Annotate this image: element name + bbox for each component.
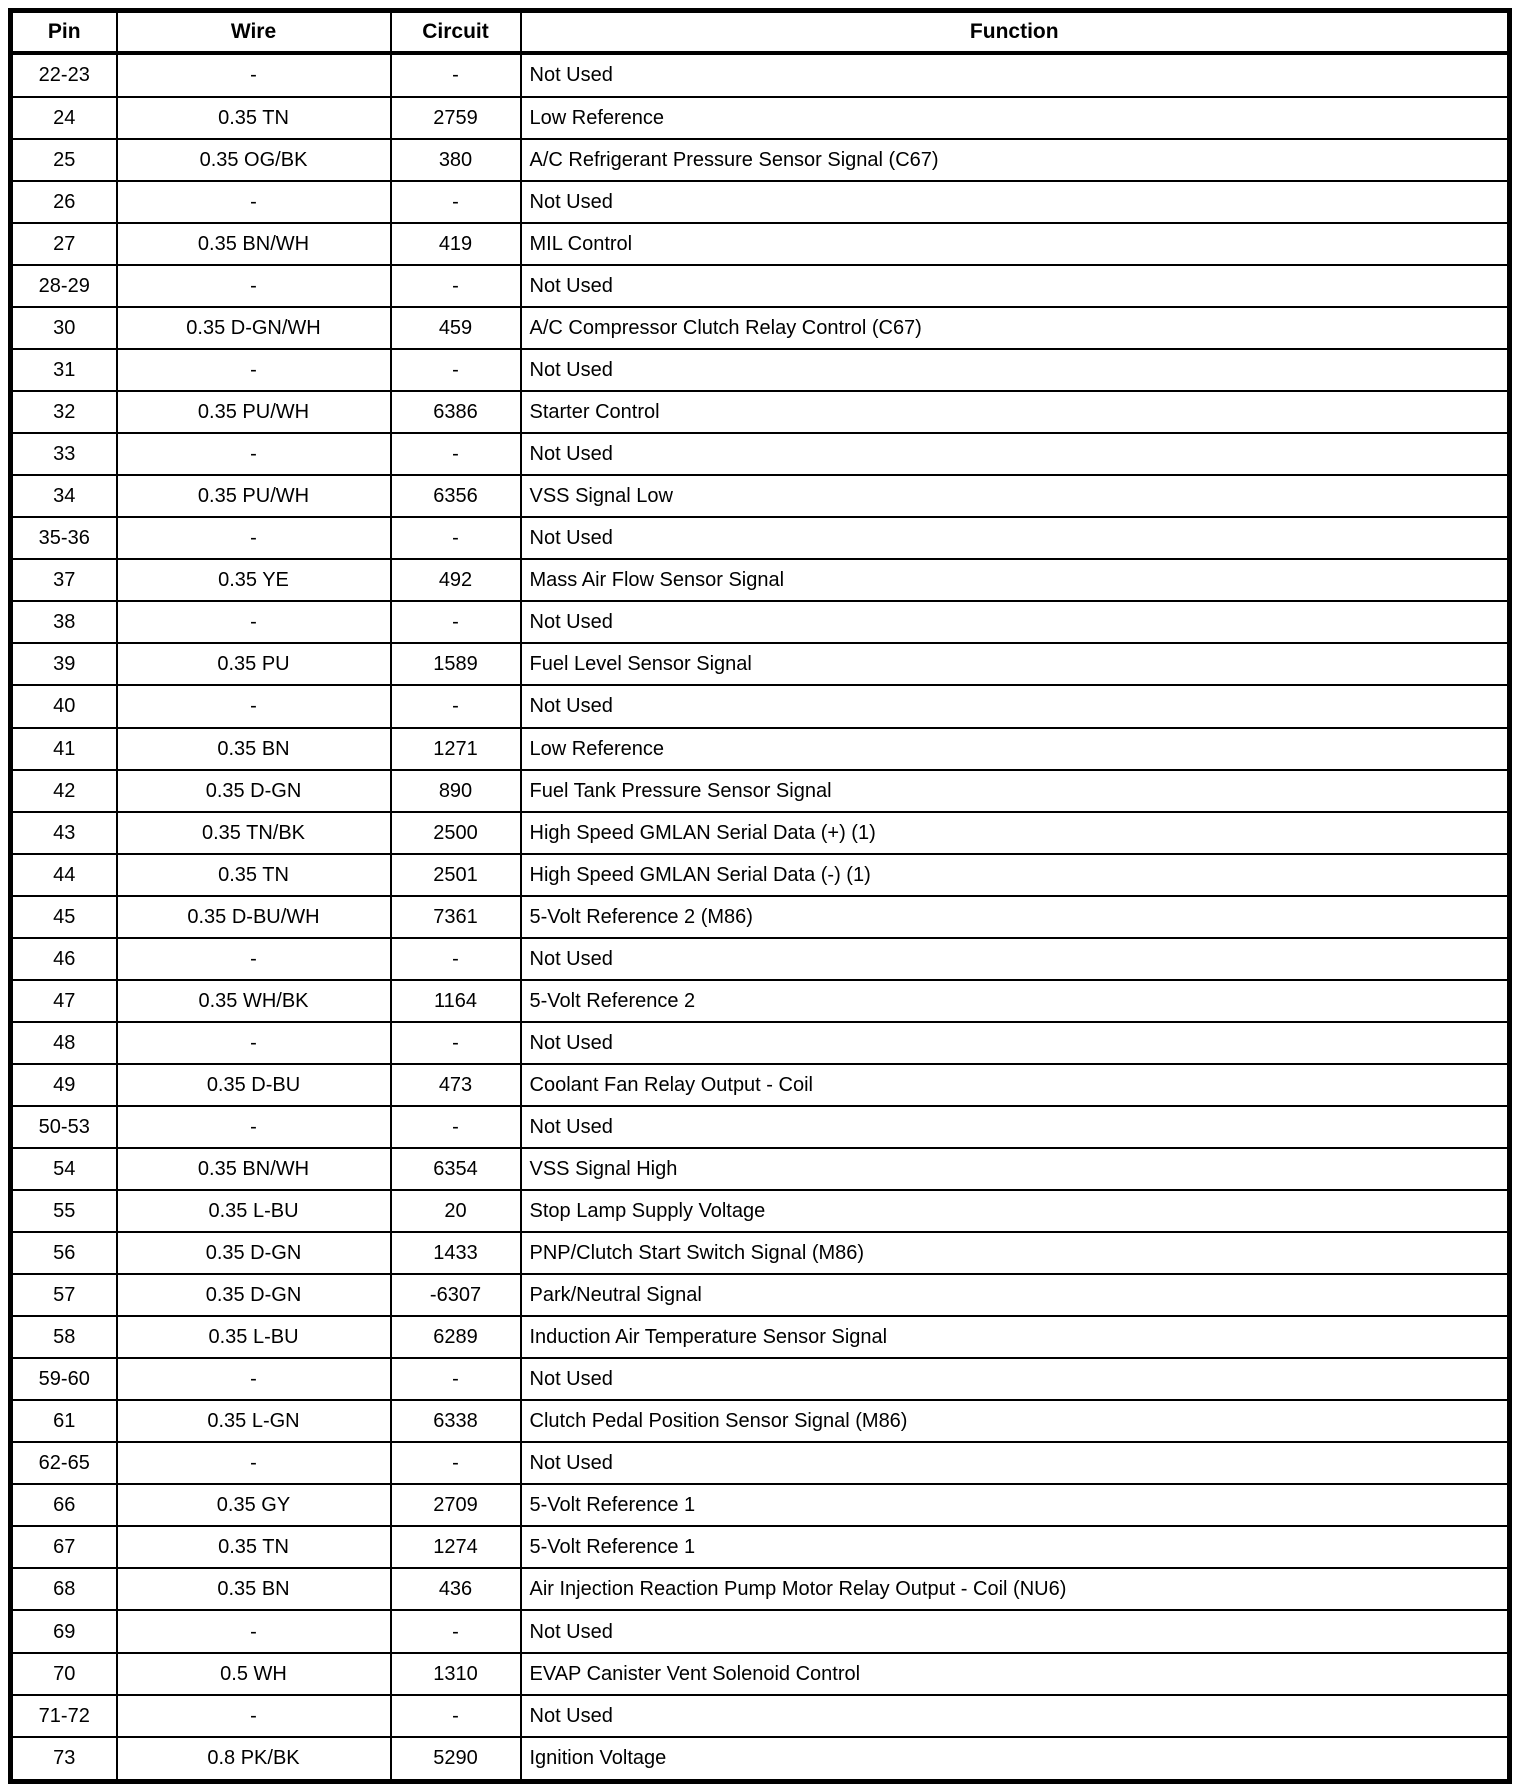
table-row	[11, 181, 1510, 223]
wire-cell: 0.35 PU/WH	[117, 391, 391, 433]
wire-cell: 0.35 L-BU	[117, 1190, 391, 1232]
column-header-circuit: Circuit	[391, 11, 521, 54]
function-cell: Ignition Voltage	[521, 1737, 1510, 1782]
pin-cell: 31	[11, 349, 117, 391]
wire-cell: 0.35 WH/BK	[117, 980, 391, 1022]
pin-cell: 25	[11, 139, 117, 181]
wire-cell: 0.35 D-GN	[117, 770, 391, 812]
wire-cell: -	[117, 265, 391, 307]
table-row	[11, 1442, 1510, 1484]
circuit-cell: -	[391, 1610, 521, 1652]
wire-cell: -	[117, 1610, 391, 1652]
table-row	[11, 812, 1510, 854]
function-cell: EVAP Canister Vent Solenoid Control	[521, 1653, 1510, 1695]
table-row	[11, 1737, 1510, 1782]
circuit-cell: -	[391, 601, 521, 643]
pin-cell: 62-65	[11, 1442, 117, 1484]
circuit-cell: 890	[391, 770, 521, 812]
pin-cell: 37	[11, 559, 117, 601]
function-cell: Not Used	[521, 265, 1510, 307]
circuit-cell: -	[391, 1022, 521, 1064]
function-cell: Not Used	[521, 685, 1510, 727]
function-cell: VSS Signal Low	[521, 475, 1510, 517]
pin-cell: 57	[11, 1274, 117, 1316]
circuit-cell: -	[391, 433, 521, 475]
wire-cell: 0.35 D-GN	[117, 1274, 391, 1316]
function-cell: Fuel Tank Pressure Sensor Signal	[521, 770, 1510, 812]
pin-cell: 27	[11, 223, 117, 265]
function-cell: Starter Control	[521, 391, 1510, 433]
wire-cell: 0.35 TN	[117, 1526, 391, 1568]
function-cell: Not Used	[521, 938, 1510, 980]
table-row	[11, 1695, 1510, 1737]
pin-cell: 66	[11, 1484, 117, 1526]
circuit-cell: 2500	[391, 812, 521, 854]
table-row	[11, 391, 1510, 433]
wire-cell: -	[117, 181, 391, 223]
pin-cell: 70	[11, 1653, 117, 1695]
function-cell: Air Injection Reaction Pump Motor Relay Output - Coil (NU6)	[521, 1568, 1510, 1610]
table-row	[11, 1568, 1510, 1610]
wire-cell: 0.35 PU	[117, 643, 391, 685]
circuit-cell: 2501	[391, 854, 521, 896]
function-cell: 5-Volt Reference 1	[521, 1484, 1510, 1526]
circuit-cell: 436	[391, 1568, 521, 1610]
wire-cell: -	[117, 1022, 391, 1064]
pin-cell: 46	[11, 938, 117, 980]
circuit-cell: -	[391, 1695, 521, 1737]
circuit-cell: -	[391, 938, 521, 980]
function-cell: Not Used	[521, 1106, 1510, 1148]
wire-cell: -	[117, 938, 391, 980]
function-cell: Not Used	[521, 601, 1510, 643]
circuit-cell: 459	[391, 307, 521, 349]
function-cell: Induction Air Temperature Sensor Signal	[521, 1316, 1510, 1358]
pin-cell: 33	[11, 433, 117, 475]
table-row	[11, 559, 1510, 601]
wire-cell: -	[117, 349, 391, 391]
circuit-cell: 1271	[391, 728, 521, 770]
table-row	[11, 1274, 1510, 1316]
wire-cell: 0.35 TN/BK	[117, 812, 391, 854]
circuit-cell: 6356	[391, 475, 521, 517]
circuit-cell: 1164	[391, 980, 521, 1022]
table-row	[11, 1064, 1510, 1106]
function-cell: 5-Volt Reference 2	[521, 980, 1510, 1022]
circuit-cell: 6386	[391, 391, 521, 433]
pin-cell: 40	[11, 685, 117, 727]
function-cell: Not Used	[521, 181, 1510, 223]
pin-cell: 54	[11, 1148, 117, 1190]
function-cell: Not Used	[521, 517, 1510, 559]
pin-cell: 61	[11, 1400, 117, 1442]
table-row	[11, 896, 1510, 938]
wire-cell: 0.35 BN	[117, 728, 391, 770]
table-row	[11, 53, 1510, 97]
pinout-table	[8, 8, 1512, 1784]
circuit-cell: 5290	[391, 1737, 521, 1782]
circuit-cell: -	[391, 1106, 521, 1148]
circuit-cell: 1274	[391, 1526, 521, 1568]
circuit-cell: 473	[391, 1064, 521, 1106]
function-cell: Mass Air Flow Sensor Signal	[521, 559, 1510, 601]
table-row	[11, 1358, 1510, 1400]
wire-cell: 0.8 PK/BK	[117, 1737, 391, 1782]
pin-cell: 41	[11, 728, 117, 770]
pin-cell: 69	[11, 1610, 117, 1652]
wire-cell: 0.35 D-BU	[117, 1064, 391, 1106]
function-cell: Low Reference	[521, 728, 1510, 770]
function-cell: Not Used	[521, 349, 1510, 391]
table-row	[11, 728, 1510, 770]
function-cell: Not Used	[521, 1610, 1510, 1652]
pin-cell: 44	[11, 854, 117, 896]
table-row	[11, 517, 1510, 559]
wire-cell: -	[117, 1442, 391, 1484]
table-row	[11, 601, 1510, 643]
wire-cell: 0.35 OG/BK	[117, 139, 391, 181]
wire-cell: 0.35 TN	[117, 854, 391, 896]
pin-cell: 32	[11, 391, 117, 433]
circuit-cell: 380	[391, 139, 521, 181]
circuit-cell: 6354	[391, 1148, 521, 1190]
table-header	[11, 11, 1510, 54]
wire-cell: -	[117, 517, 391, 559]
table-row	[11, 97, 1510, 139]
wire-cell: -	[117, 685, 391, 727]
table-row	[11, 1316, 1510, 1358]
pin-cell: 42	[11, 770, 117, 812]
circuit-cell: 1433	[391, 1232, 521, 1274]
circuit-cell: -	[391, 265, 521, 307]
table-row	[11, 139, 1510, 181]
pin-cell: 45	[11, 896, 117, 938]
wire-cell: 0.35 GY	[117, 1484, 391, 1526]
function-cell: Not Used	[521, 1022, 1510, 1064]
pin-cell: 22-23	[11, 53, 117, 97]
function-cell: Not Used	[521, 1442, 1510, 1484]
function-cell: A/C Compressor Clutch Relay Control (C67)	[521, 307, 1510, 349]
circuit-cell: 492	[391, 559, 521, 601]
function-cell: Not Used	[521, 53, 1510, 97]
pin-cell: 28-29	[11, 265, 117, 307]
wire-cell: -	[117, 53, 391, 97]
function-cell: 5-Volt Reference 1	[521, 1526, 1510, 1568]
table-row	[11, 475, 1510, 517]
header-row	[11, 11, 1510, 54]
circuit-cell: 2759	[391, 97, 521, 139]
wire-cell: 0.35 D-BU/WH	[117, 896, 391, 938]
pin-cell: 26	[11, 181, 117, 223]
circuit-cell: 6289	[391, 1316, 521, 1358]
table-row	[11, 1022, 1510, 1064]
pin-cell: 71-72	[11, 1695, 117, 1737]
wire-cell: 0.35 BN/WH	[117, 1148, 391, 1190]
circuit-cell: -	[391, 517, 521, 559]
wire-cell: 0.35 PU/WH	[117, 475, 391, 517]
function-cell: Not Used	[521, 1695, 1510, 1737]
table-row	[11, 1148, 1510, 1190]
pin-cell: 58	[11, 1316, 117, 1358]
pin-cell: 24	[11, 97, 117, 139]
pin-cell: 30	[11, 307, 117, 349]
wire-cell: 0.35 L-GN	[117, 1400, 391, 1442]
circuit-cell: 6338	[391, 1400, 521, 1442]
function-cell: A/C Refrigerant Pressure Sensor Signal (C67)	[521, 139, 1510, 181]
function-cell: 5-Volt Reference 2 (M86)	[521, 896, 1510, 938]
circuit-cell: -	[391, 53, 521, 97]
function-cell: High Speed GMLAN Serial Data (+) (1)	[521, 812, 1510, 854]
wire-cell: -	[117, 601, 391, 643]
function-cell: Clutch Pedal Position Sensor Signal (M86)	[521, 1400, 1510, 1442]
circuit-cell: -	[391, 685, 521, 727]
table-row	[11, 223, 1510, 265]
function-cell: MIL Control	[521, 223, 1510, 265]
function-cell: Not Used	[521, 433, 1510, 475]
pin-cell: 47	[11, 980, 117, 1022]
function-cell: Not Used	[521, 1358, 1510, 1400]
function-cell: Coolant Fan Relay Output - Coil	[521, 1064, 1510, 1106]
wire-cell: 0.35 D-GN	[117, 1232, 391, 1274]
pin-cell: 34	[11, 475, 117, 517]
wire-cell: 0.35 BN	[117, 1568, 391, 1610]
pin-cell: 55	[11, 1190, 117, 1232]
pin-cell: 50-53	[11, 1106, 117, 1148]
table-row	[11, 770, 1510, 812]
function-cell: Fuel Level Sensor Signal	[521, 643, 1510, 685]
function-cell: Park/Neutral Signal	[521, 1274, 1510, 1316]
circuit-cell: -6307	[391, 1274, 521, 1316]
circuit-cell: 1310	[391, 1653, 521, 1695]
wire-cell: 0.35 TN	[117, 97, 391, 139]
function-cell: High Speed GMLAN Serial Data (-) (1)	[521, 854, 1510, 896]
pin-cell: 48	[11, 1022, 117, 1064]
wire-cell: 0.35 BN/WH	[117, 223, 391, 265]
function-cell: VSS Signal High	[521, 1148, 1510, 1190]
table-row	[11, 307, 1510, 349]
function-cell: Low Reference	[521, 97, 1510, 139]
column-header-pin: Pin	[11, 11, 117, 54]
wire-cell: -	[117, 1695, 391, 1737]
wire-cell: 0.5 WH	[117, 1653, 391, 1695]
pin-cell: 38	[11, 601, 117, 643]
circuit-cell: 2709	[391, 1484, 521, 1526]
table-row	[11, 854, 1510, 896]
table-row	[11, 1400, 1510, 1442]
circuit-cell: -	[391, 1358, 521, 1400]
wire-cell: -	[117, 433, 391, 475]
table-row	[11, 1484, 1510, 1526]
wire-cell: -	[117, 1358, 391, 1400]
table-row	[11, 265, 1510, 307]
wire-cell: 0.35 L-BU	[117, 1316, 391, 1358]
circuit-cell: -	[391, 349, 521, 391]
table-row	[11, 685, 1510, 727]
table-row	[11, 1526, 1510, 1568]
table-body	[11, 53, 1510, 1782]
circuit-cell: -	[391, 1442, 521, 1484]
function-cell: Stop Lamp Supply Voltage	[521, 1190, 1510, 1232]
wire-cell: 0.35 D-GN/WH	[117, 307, 391, 349]
column-header-function: Function	[521, 11, 1510, 54]
circuit-cell: 419	[391, 223, 521, 265]
table-row	[11, 1232, 1510, 1274]
column-header-wire: Wire	[117, 11, 391, 54]
table-row	[11, 643, 1510, 685]
pin-cell: 35-36	[11, 517, 117, 559]
pin-cell: 67	[11, 1526, 117, 1568]
circuit-cell: 7361	[391, 896, 521, 938]
pin-cell: 68	[11, 1568, 117, 1610]
wire-cell: 0.35 YE	[117, 559, 391, 601]
circuit-cell: 20	[391, 1190, 521, 1232]
pin-cell: 49	[11, 1064, 117, 1106]
table-row	[11, 1653, 1510, 1695]
table-row	[11, 349, 1510, 391]
pin-cell: 59-60	[11, 1358, 117, 1400]
table-row	[11, 433, 1510, 475]
table-row	[11, 1610, 1510, 1652]
table-row	[11, 1106, 1510, 1148]
table-row	[11, 1190, 1510, 1232]
pin-cell: 73	[11, 1737, 117, 1782]
function-cell: PNP/Clutch Start Switch Signal (M86)	[521, 1232, 1510, 1274]
pin-cell: 56	[11, 1232, 117, 1274]
circuit-cell: 1589	[391, 643, 521, 685]
wire-cell: -	[117, 1106, 391, 1148]
table-row	[11, 980, 1510, 1022]
pin-cell: 43	[11, 812, 117, 854]
pin-cell: 39	[11, 643, 117, 685]
table-row	[11, 938, 1510, 980]
circuit-cell: -	[391, 181, 521, 223]
